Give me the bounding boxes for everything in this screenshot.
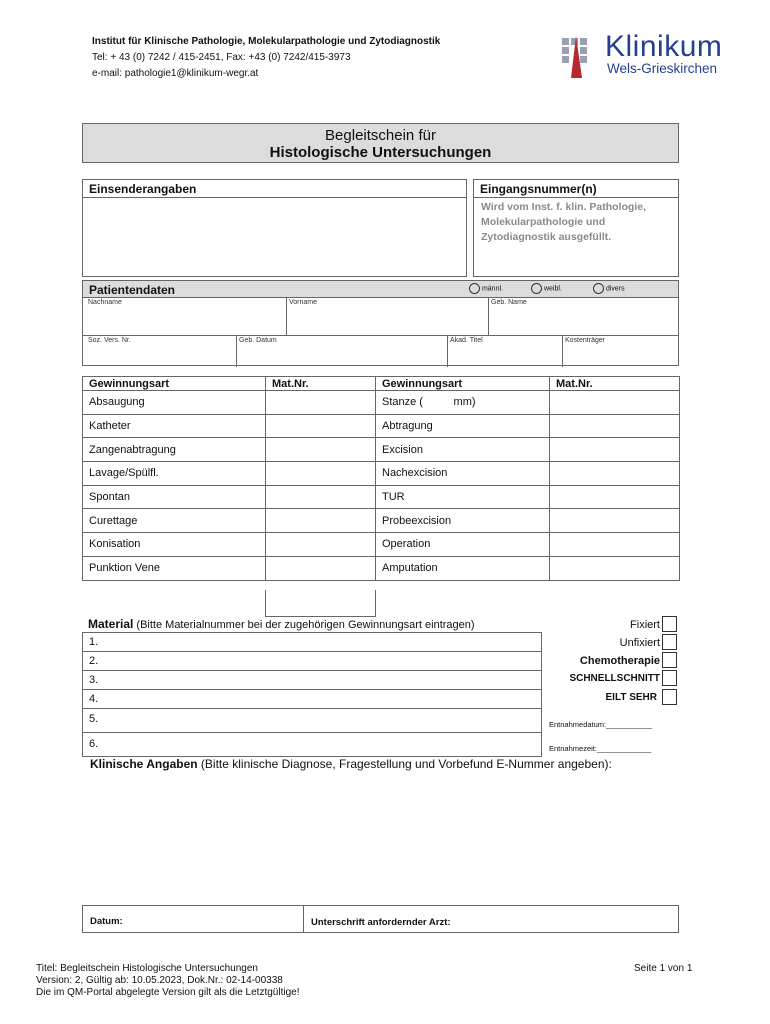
signature-section — [82, 905, 679, 933]
patient-section — [82, 280, 679, 366]
insurance-number-field[interactable]: Soz. Vers. Nr. — [88, 337, 131, 344]
material-number-cell[interactable] — [550, 533, 680, 557]
material-line-3[interactable]: 3. — [82, 671, 542, 690]
institute-name: Institut für Klinische Pathologie, Molekularpathologie und Zytodiagnostik — [92, 36, 441, 47]
frozen-section-label: SCHNELLSCHNITT — [569, 673, 660, 684]
gender-male-option[interactable]: männl. — [469, 283, 503, 294]
logo-mark-icon — [560, 34, 602, 80]
material-line-6[interactable]: 6. — [82, 733, 542, 757]
column-header: Mat.Nr. — [550, 377, 680, 391]
page-number: Seite 1 von 1 — [634, 963, 693, 974]
method-cell: Excision — [376, 438, 550, 462]
method-cell: Amputation — [376, 556, 550, 580]
clinical-hint: (Bitte klinische Diagnose, Fragestellung und Vorbefund E-Nummer angeben): — [200, 757, 612, 771]
material-number-cell[interactable] — [266, 485, 376, 509]
physician-signature-field[interactable]: Unterschrift anfordernder Arzt: — [311, 917, 451, 928]
radio-icon[interactable] — [469, 283, 480, 294]
column-header: Gewinnungsart — [83, 377, 266, 391]
patient-label: Patientendaten — [89, 283, 176, 297]
gender-diverse-option[interactable]: divers — [593, 283, 625, 294]
table-row — [83, 391, 680, 415]
method-cell: TUR — [376, 485, 550, 509]
table-row — [83, 556, 680, 580]
birthname-field[interactable]: Geb. Name — [491, 299, 527, 306]
column-header: Mat.Nr. — [266, 377, 376, 391]
birthdate-field[interactable]: Geb. Datum — [239, 337, 277, 344]
sender-label: Einsenderangaben — [89, 182, 197, 196]
table-row — [83, 509, 680, 533]
material-number-cell[interactable] — [550, 391, 680, 415]
material-line-2[interactable]: 2. — [82, 652, 542, 671]
method-cell: Probeexcision — [376, 509, 550, 533]
form-title — [82, 123, 679, 163]
material-number-cell[interactable] — [550, 414, 680, 438]
urgent-label: EILT SEHR — [605, 692, 657, 703]
chemotherapy-label: Chemotherapie — [579, 655, 660, 667]
table-row — [83, 533, 680, 557]
institute-header — [92, 34, 440, 82]
material-line-5[interactable]: 5. — [82, 709, 542, 733]
method-cell: Abtragung — [376, 414, 550, 438]
material-number-cell[interactable] — [266, 462, 376, 486]
logo-subtitle: Wels-Grieskirchen — [607, 61, 718, 76]
material-hint: (Bitte Materialnummer bei der zugehörigen Gewinnungsart eintragen) — [136, 619, 475, 631]
receipt-number-section — [473, 179, 679, 277]
method-cell: Nachexcision — [376, 462, 550, 486]
frozen-section-checkbox[interactable] — [662, 670, 677, 686]
table-header-row — [83, 377, 680, 391]
institute-email: e-mail: pathologie1@klinikum-wegr.at — [92, 68, 259, 79]
title-line-2: Histologische Untersuchungen — [269, 144, 492, 161]
sender-section[interactable] — [82, 179, 467, 277]
table-row — [83, 485, 680, 509]
receipt-note: Wird vom Inst. f. klin. Pathologie, Molekularpathologie und Zytodiagnostik ausgefüllt. — [481, 201, 647, 243]
footer-title: Titel: Begleitschein Histologische Untersuchungen — [36, 963, 258, 974]
collection-method-table — [82, 376, 680, 581]
material-number-cell[interactable] — [550, 556, 680, 580]
method-cell: Absaugung — [83, 391, 266, 415]
material-number-cell[interactable] — [266, 533, 376, 557]
method-cell: Operation — [376, 533, 550, 557]
clinical-input-area[interactable] — [82, 775, 679, 903]
material-number-cell[interactable] — [550, 485, 680, 509]
material-heading — [88, 617, 475, 631]
radio-icon[interactable] — [531, 283, 542, 294]
method-cell: Katheter — [83, 414, 266, 438]
radio-icon[interactable] — [593, 283, 604, 294]
material-number-cell[interactable] — [266, 509, 376, 533]
method-cell: Curettage — [83, 509, 266, 533]
method-cell: Zangenabtragung — [83, 438, 266, 462]
material-line-1[interactable]: 1. — [82, 633, 542, 652]
material-number-cell[interactable] — [266, 556, 376, 580]
chemotherapy-checkbox[interactable] — [662, 652, 677, 668]
cost-bearer-field[interactable]: Kostenträger — [565, 337, 606, 344]
clinical-label: Klinische Angaben — [90, 757, 198, 771]
table-row — [83, 438, 680, 462]
material-number-cell[interactable] — [266, 414, 376, 438]
title-line-1: Begleitschein für — [325, 127, 436, 144]
material-label: Material — [88, 617, 134, 631]
material-number-cell[interactable] — [550, 438, 680, 462]
firstname-field[interactable]: Vorname — [289, 299, 318, 306]
unfixed-label: Unfixiert — [619, 637, 660, 649]
academic-title-field[interactable]: Akad. Titel — [450, 337, 483, 344]
method-cell: Lavage/Spülfl. — [83, 462, 266, 486]
date-field[interactable]: Datum: — [90, 916, 123, 927]
sampling-date-field[interactable]: Entnahmedatum:___________ — [549, 720, 653, 729]
receipt-label: Eingangsnummer(n) — [480, 182, 597, 196]
klinikum-logo — [560, 30, 735, 80]
material-number-cell[interactable] — [266, 438, 376, 462]
material-number-cell[interactable] — [550, 462, 680, 486]
method-cell: Konisation — [83, 533, 266, 557]
fixed-checkbox[interactable] — [662, 616, 677, 632]
footer-info — [36, 963, 299, 999]
logo-name: Klinikum — [605, 30, 723, 63]
urgent-checkbox[interactable] — [662, 689, 677, 705]
unfixed-checkbox[interactable] — [662, 634, 677, 650]
material-number-cell[interactable] — [266, 391, 376, 415]
table-row — [83, 414, 680, 438]
method-cell: Stanze ( mm) — [376, 391, 550, 415]
method-cell: Spontan — [83, 485, 266, 509]
column-header: Gewinnungsart — [376, 377, 550, 391]
surname-field[interactable]: Nachname — [88, 299, 122, 306]
material-line-4[interactable]: 4. — [82, 690, 542, 709]
extra-material-number-cell[interactable] — [265, 590, 376, 617]
clinical-heading — [90, 757, 612, 771]
method-cell: Punktion Vene — [83, 556, 266, 580]
material-number-cell[interactable] — [550, 509, 680, 533]
fixed-label: Fixiert — [630, 619, 660, 631]
footer-portal-note: Die im QM-Portal abgelegte Version gilt als die Letztgültige! — [36, 987, 300, 998]
table-row — [83, 462, 680, 486]
gender-female-option[interactable]: weibl. — [531, 283, 562, 294]
footer-version: Version: 2, Gültig ab: 10.05.2023, Dok.Nr.: 02-14-00338 — [36, 975, 283, 986]
institute-phone: Tel: + 43 (0) 7242 / 415-2451, Fax: +43 (0) 7242/415-3973 — [92, 52, 351, 63]
sampling-time-field[interactable]: Entnahmezeit:_____________ — [549, 744, 652, 753]
